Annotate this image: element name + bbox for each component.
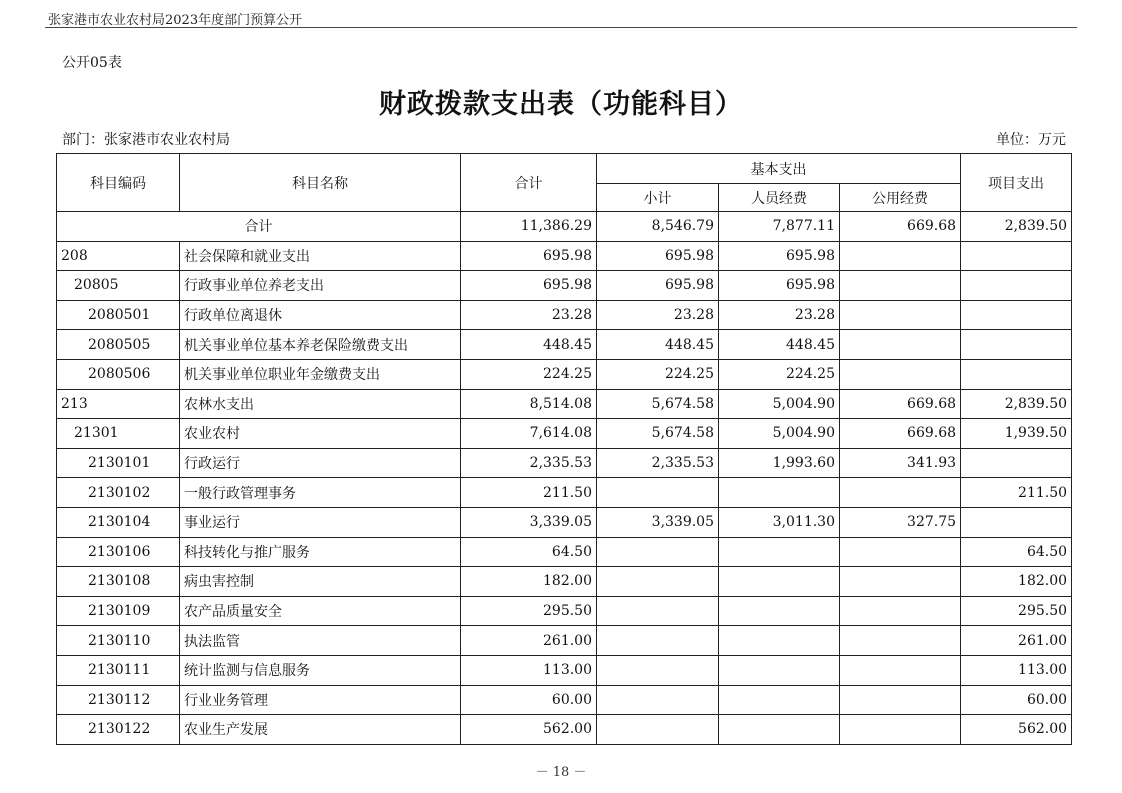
row-public xyxy=(840,655,961,685)
row-code: 2130110 xyxy=(57,626,180,656)
row-code: 2080506 xyxy=(57,359,180,389)
row-code: 2130104 xyxy=(57,507,180,537)
row-project: 562.00 xyxy=(961,715,1072,745)
header-total: 合计 xyxy=(461,154,597,212)
row-name: 农业农村 xyxy=(180,419,461,449)
table-row xyxy=(57,241,1072,271)
table-row xyxy=(57,507,1072,537)
row-total: 60.00 xyxy=(461,685,597,715)
row-total: 261.00 xyxy=(461,626,597,656)
row-code: 2130122 xyxy=(57,715,180,745)
table-row xyxy=(57,537,1072,567)
table-row xyxy=(57,389,1072,419)
row-subtotal xyxy=(597,567,719,597)
row-personnel xyxy=(719,626,840,656)
row-name: 科技转化与推广服务 xyxy=(180,537,461,567)
row-code: 2080501 xyxy=(57,300,180,330)
row-name: 机关事业单位基本养老保险缴费支出 xyxy=(180,330,461,360)
row-name: 执法监管 xyxy=(180,626,461,656)
table-row xyxy=(57,359,1072,389)
row-subtotal: 5,674.58 xyxy=(597,389,719,419)
row-name: 农业生产发展 xyxy=(180,715,461,745)
row-personnel xyxy=(719,715,840,745)
row-project: 261.00 xyxy=(961,626,1072,656)
row-name: 社会保障和就业支出 xyxy=(180,241,461,271)
row-public xyxy=(840,596,961,626)
table-row xyxy=(57,478,1072,508)
row-total: 64.50 xyxy=(461,537,597,567)
row-name: 统计监测与信息服务 xyxy=(180,655,461,685)
row-personnel: 695.98 xyxy=(719,241,840,271)
header-subtotal: 小计 xyxy=(597,184,719,212)
row-subtotal: 23.28 xyxy=(597,300,719,330)
table-code-label: 公开05表 xyxy=(62,55,122,71)
row-personnel: 5,004.90 xyxy=(719,389,840,419)
row-subtotal: 5,674.58 xyxy=(597,419,719,449)
row-total: 7,614.08 xyxy=(461,419,597,449)
row-total: 695.98 xyxy=(461,241,597,271)
row-name: 病虫害控制 xyxy=(180,567,461,597)
header-project: 项目支出 xyxy=(961,154,1072,212)
page-title: 财政拨款支出表（功能科目） xyxy=(379,89,743,120)
row-public xyxy=(840,359,961,389)
row-subtotal xyxy=(597,685,719,715)
row-code: 2130102 xyxy=(57,478,180,508)
row-project: 64.50 xyxy=(961,537,1072,567)
table-row xyxy=(57,448,1072,478)
row-public xyxy=(840,626,961,656)
table-row xyxy=(57,271,1072,301)
header-divider xyxy=(45,27,1077,28)
header-basic: 基本支出 xyxy=(597,154,961,184)
row-subtotal: 224.25 xyxy=(597,359,719,389)
table-row xyxy=(57,715,1072,745)
row-personnel xyxy=(719,567,840,597)
row-name: 机关事业单位职业年金缴费支出 xyxy=(180,359,461,389)
row-personnel xyxy=(719,596,840,626)
row-project: 182.00 xyxy=(961,567,1072,597)
table-row xyxy=(57,626,1072,656)
row-public: 327.75 xyxy=(840,507,961,537)
row-code: 21301 xyxy=(57,419,180,449)
running-header: 张家港市农业农村局2023年度部门预算公开 xyxy=(48,13,303,28)
row-personnel: 5,004.90 xyxy=(719,419,840,449)
row-personnel: 224.25 xyxy=(719,359,840,389)
row-code: 208 xyxy=(57,241,180,271)
table-row xyxy=(57,596,1072,626)
row-code: 2130109 xyxy=(57,596,180,626)
row-subtotal: 3,339.05 xyxy=(597,507,719,537)
row-code: 2130111 xyxy=(57,655,180,685)
row-subtotal: 695.98 xyxy=(597,271,719,301)
row-public xyxy=(840,330,961,360)
total-row-public: 669.68 xyxy=(840,212,961,242)
row-name: 行政事业单位养老支出 xyxy=(180,271,461,301)
total-row-personnel: 7,877.11 xyxy=(719,212,840,242)
header-name: 科目名称 xyxy=(180,154,461,212)
row-name: 行政运行 xyxy=(180,448,461,478)
total-row-label: 合计 xyxy=(57,212,461,242)
row-public: 341.93 xyxy=(840,448,961,478)
row-project: 113.00 xyxy=(961,655,1072,685)
row-total: 2,335.53 xyxy=(461,448,597,478)
row-code: 2130106 xyxy=(57,537,180,567)
table-row xyxy=(57,330,1072,360)
row-public xyxy=(840,685,961,715)
row-name: 行政单位离退休 xyxy=(180,300,461,330)
table-row xyxy=(57,300,1072,330)
row-total: 211.50 xyxy=(461,478,597,508)
row-project: 295.50 xyxy=(961,596,1072,626)
row-public xyxy=(840,271,961,301)
row-subtotal xyxy=(597,655,719,685)
total-row-subtotal: 8,546.79 xyxy=(597,212,719,242)
row-personnel xyxy=(719,655,840,685)
row-public: 669.68 xyxy=(840,389,961,419)
row-public xyxy=(840,715,961,745)
total-row-project: 2,839.50 xyxy=(961,212,1072,242)
row-total: 3,339.05 xyxy=(461,507,597,537)
total-row xyxy=(57,212,1072,242)
row-total: 448.45 xyxy=(461,330,597,360)
row-project xyxy=(961,448,1072,478)
row-public xyxy=(840,567,961,597)
row-total: 562.00 xyxy=(461,715,597,745)
row-public xyxy=(840,300,961,330)
row-name: 农产品质量安全 xyxy=(180,596,461,626)
row-public xyxy=(840,537,961,567)
row-personnel: 1,993.60 xyxy=(719,448,840,478)
row-code: 2130112 xyxy=(57,685,180,715)
row-personnel: 3,011.30 xyxy=(719,507,840,537)
row-project xyxy=(961,241,1072,271)
budget-table xyxy=(56,153,1072,745)
row-code: 213 xyxy=(57,389,180,419)
row-name: 农林水支出 xyxy=(180,389,461,419)
row-subtotal: 448.45 xyxy=(597,330,719,360)
row-code: 2130108 xyxy=(57,567,180,597)
row-public: 669.68 xyxy=(840,419,961,449)
row-total: 8,514.08 xyxy=(461,389,597,419)
row-subtotal: 695.98 xyxy=(597,241,719,271)
table-header xyxy=(57,154,1072,212)
row-name: 行业业务管理 xyxy=(180,685,461,715)
table-row xyxy=(57,567,1072,597)
row-project xyxy=(961,507,1072,537)
row-code: 2130101 xyxy=(57,448,180,478)
row-name: 一般行政管理事务 xyxy=(180,478,461,508)
row-subtotal xyxy=(597,626,719,656)
row-personnel xyxy=(719,537,840,567)
table-row xyxy=(57,685,1072,715)
row-project xyxy=(961,330,1072,360)
header-personnel: 人员经费 xyxy=(719,184,840,212)
row-subtotal xyxy=(597,596,719,626)
row-total: 224.25 xyxy=(461,359,597,389)
row-subtotal: 2,335.53 xyxy=(597,448,719,478)
row-personnel: 695.98 xyxy=(719,271,840,301)
page-number: － 18 － xyxy=(535,765,587,780)
row-total: 113.00 xyxy=(461,655,597,685)
header-public: 公用经费 xyxy=(840,184,961,212)
row-personnel: 23.28 xyxy=(719,300,840,330)
row-project: 2,839.50 xyxy=(961,389,1072,419)
total-row-total: 11,386.29 xyxy=(461,212,597,242)
row-project: 211.50 xyxy=(961,478,1072,508)
row-code: 2080505 xyxy=(57,330,180,360)
unit-label: 单位：万元 xyxy=(996,132,1066,148)
row-name: 事业运行 xyxy=(180,507,461,537)
row-personnel: 448.45 xyxy=(719,330,840,360)
row-project xyxy=(961,271,1072,301)
row-project: 1,939.50 xyxy=(961,419,1072,449)
row-project xyxy=(961,359,1072,389)
row-public xyxy=(840,478,961,508)
row-subtotal xyxy=(597,715,719,745)
row-subtotal xyxy=(597,537,719,567)
row-public xyxy=(840,241,961,271)
table-body xyxy=(57,212,1072,745)
row-personnel xyxy=(719,478,840,508)
header-code: 科目编码 xyxy=(57,154,180,212)
row-subtotal xyxy=(597,478,719,508)
row-total: 23.28 xyxy=(461,300,597,330)
row-project xyxy=(961,300,1072,330)
table-row xyxy=(57,419,1072,449)
table-row xyxy=(57,655,1072,685)
row-personnel xyxy=(719,685,840,715)
row-total: 295.50 xyxy=(461,596,597,626)
row-project: 60.00 xyxy=(961,685,1072,715)
row-code: 20805 xyxy=(57,271,180,301)
row-total: 182.00 xyxy=(461,567,597,597)
department-label: 部门：张家港市农业农村局 xyxy=(62,132,230,148)
row-total: 695.98 xyxy=(461,271,597,301)
